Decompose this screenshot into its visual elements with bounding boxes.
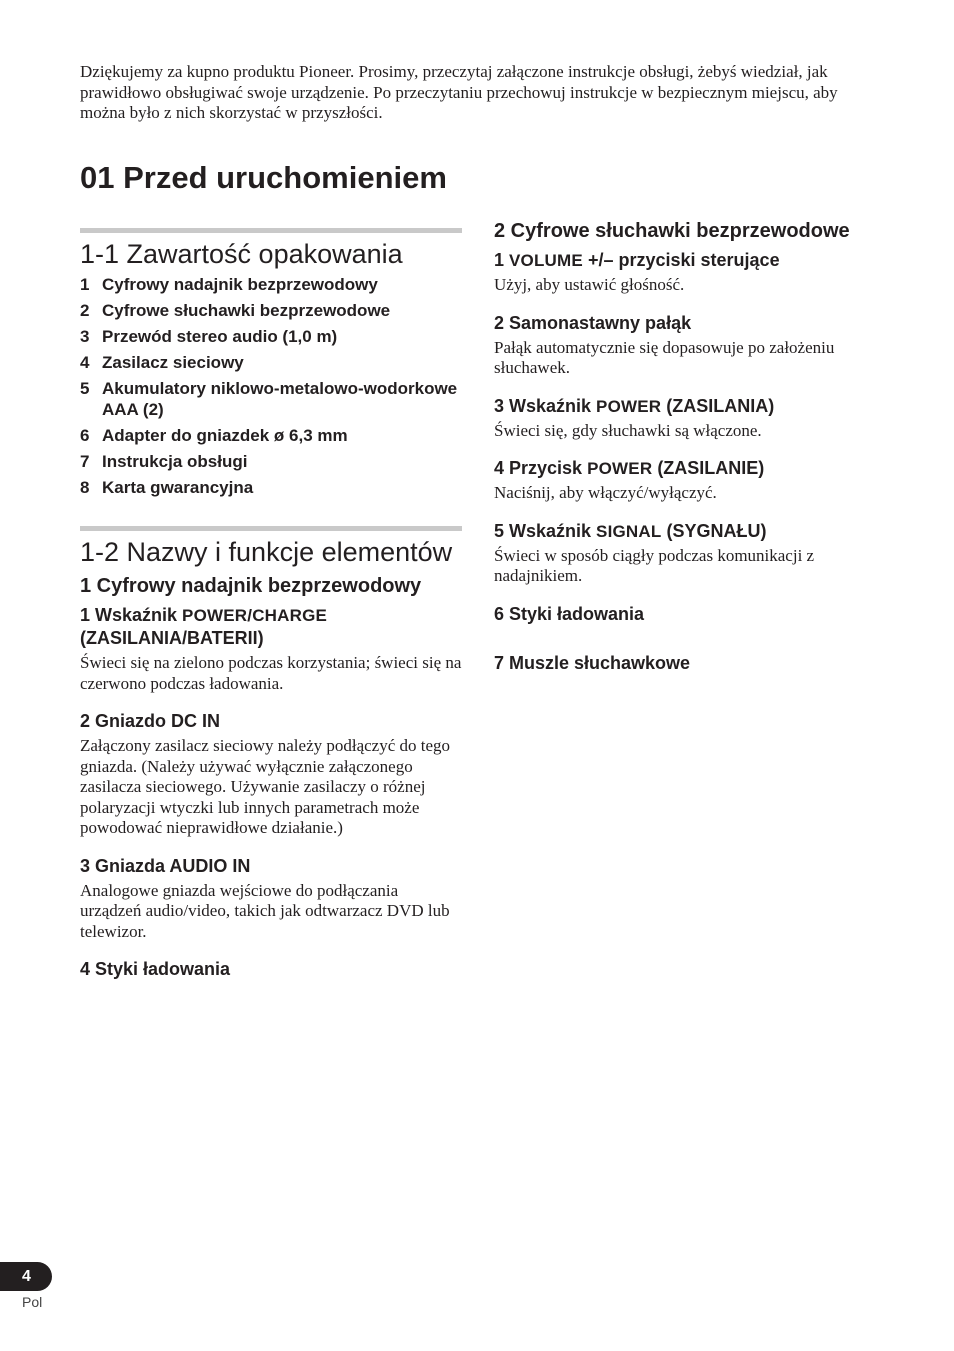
part-title-text: 6 Styki ładowania xyxy=(494,603,645,624)
part-title xyxy=(80,855,462,878)
part-title-key: POWER xyxy=(587,459,653,478)
part-title xyxy=(494,652,876,675)
part-title xyxy=(494,249,876,272)
item-label: Cyfrowy nadajnik bezprzewodowy xyxy=(102,275,378,294)
item-number: 4 xyxy=(80,353,90,372)
item-label: Instrukcja obsługi xyxy=(102,451,248,471)
part-title-text: 1 Wskaźnik xyxy=(80,605,183,625)
part-item xyxy=(494,652,876,675)
language-label: Pol xyxy=(22,1294,43,1310)
item-number: 1 xyxy=(80,275,90,294)
item-label: Adapter do gniazdek ø 6,3 mm xyxy=(102,425,348,445)
part-title-text: 7 Muszle słuchawkowe xyxy=(494,652,691,673)
part-title xyxy=(494,312,876,335)
part-title-text: 2 Gniazdo DC IN xyxy=(80,711,221,731)
subsection-title-transmitter: 1 Cyfrowy nadajnik bezprzewodowy xyxy=(80,575,422,597)
part-item xyxy=(494,457,876,504)
part-title xyxy=(494,457,876,480)
subsection-title-headphones: 2 Cyfrowe słuchawki bezprzewodowe xyxy=(494,220,850,242)
part-title-key: VOLUME xyxy=(509,251,583,270)
part-title-suffix: (SYGNAŁU) xyxy=(661,520,767,541)
section-title-contents: 1-1 Zawartość opakowania xyxy=(80,239,403,269)
list-item xyxy=(80,478,462,499)
item-number: 8 xyxy=(80,477,90,497)
part-item xyxy=(80,958,462,981)
right-column xyxy=(494,218,876,691)
part-title xyxy=(80,958,462,981)
section-title-parts: 1-2 Nazwy i funkcje elementów xyxy=(80,537,453,567)
part-title-suffix: (ZASILANIA/BATERII) xyxy=(80,628,264,648)
list-item xyxy=(80,327,462,348)
chapter-title: 01 Przed uruchomieniem xyxy=(80,160,447,195)
part-title xyxy=(80,604,462,650)
part-title-text: 4 Styki ładowania xyxy=(80,959,231,979)
part-item xyxy=(494,249,876,296)
item-label: Zasilacz sieciowy xyxy=(102,353,244,372)
item-label: Karta gwarancyjna xyxy=(102,477,254,497)
part-title-text: 2 Samonastawny pałąk xyxy=(494,312,692,333)
part-title-suffix: (ZASILANIE) xyxy=(652,458,765,478)
part-item xyxy=(80,710,462,839)
part-title-text: 3 Wskaźnik xyxy=(494,395,597,416)
part-title-text: 4 Przycisk xyxy=(494,458,588,478)
part-description: Świeci w sposób ciągły podczas komunikacji z nadajnikiem. xyxy=(494,545,815,585)
list-item xyxy=(80,353,462,374)
item-label: Przewód stereo audio (1,0 m) xyxy=(102,327,338,346)
part-description: Analogowe gniazda wejściowe do podłączania urządzeń audio/video, takich jak odtwarzacz DVD lub telewizor. xyxy=(80,880,450,941)
part-title xyxy=(494,395,876,418)
section-divider xyxy=(80,228,462,233)
item-number: 3 xyxy=(80,327,90,346)
list-item xyxy=(80,426,462,447)
package-contents-list xyxy=(80,275,462,498)
list-item xyxy=(80,301,462,322)
part-item xyxy=(494,603,876,626)
part-description: Pałąk automatycznie się dopasowuje po założeniu słuchawek. xyxy=(494,337,835,377)
item-number: 2 xyxy=(80,301,90,320)
part-item xyxy=(494,520,876,587)
part-title xyxy=(494,520,876,543)
list-item xyxy=(80,452,462,473)
part-item xyxy=(80,855,462,943)
item-number: 7 xyxy=(80,451,90,471)
part-title-text: 3 Gniazda AUDIO IN xyxy=(80,855,251,876)
page-number-tab: 4 xyxy=(0,1262,52,1291)
part-description: Naciśnij, aby włączyć/wyłączyć. xyxy=(494,483,717,502)
part-description: Świeci się na zielono podczas korzystania; świeci się na czerwono podczas ładowania. xyxy=(80,653,462,693)
part-title-key: SIGNAL xyxy=(596,521,662,541)
part-title-key: POWER xyxy=(596,396,662,416)
item-number: 6 xyxy=(80,425,90,445)
part-description: Świeci się, gdy słuchawki są włączone. xyxy=(494,420,762,440)
part-item xyxy=(80,604,462,694)
part-title-text: 1 xyxy=(494,250,510,270)
item-label: Akumulatory niklowo-metalowo-wodorkowe AAA (2) xyxy=(102,379,458,419)
part-item xyxy=(494,395,876,442)
part-title-suffix: (ZASILANIA) xyxy=(661,395,775,416)
list-item xyxy=(80,275,462,296)
section-divider xyxy=(80,526,462,531)
part-title-suffix: +/– przyciski sterujące xyxy=(582,250,780,270)
part-description: Użyj, aby ustawić głośność. xyxy=(494,275,685,294)
part-description: Załączony zasilacz sieciowy należy podłączyć do tego gniazda. (Należy używać wyłącznie załączonego zasilacza sieciowego. Używanie zasilaczy o różnej polaryzacji wtyczki lub innych parametrach może powodować nieprawidłowe działanie.) xyxy=(80,736,451,837)
part-title xyxy=(494,603,876,626)
part-title-text: 5 Wskaźnik xyxy=(494,520,597,541)
intro-paragraph: Dziękujemy za kupno produktu Pioneer. Prosimy, przeczytaj załączone instrukcje obsługi, żebyś wiedział, jak prawidłowo obsługiwać swoje urządzenie. Po przeczytaniu przechowuj instrukcje w bezpiecznym miejscu, aby można było z nich skorzystać w przyszłości. xyxy=(80,62,838,122)
item-number: 5 xyxy=(80,379,90,398)
left-column xyxy=(80,228,462,997)
list-item xyxy=(80,379,462,420)
part-title xyxy=(80,710,462,733)
part-title-key: POWER/CHARGE xyxy=(182,606,328,625)
item-label: Cyfrowe słuchawki bezprzewodowe xyxy=(102,301,391,320)
part-item xyxy=(494,312,876,379)
